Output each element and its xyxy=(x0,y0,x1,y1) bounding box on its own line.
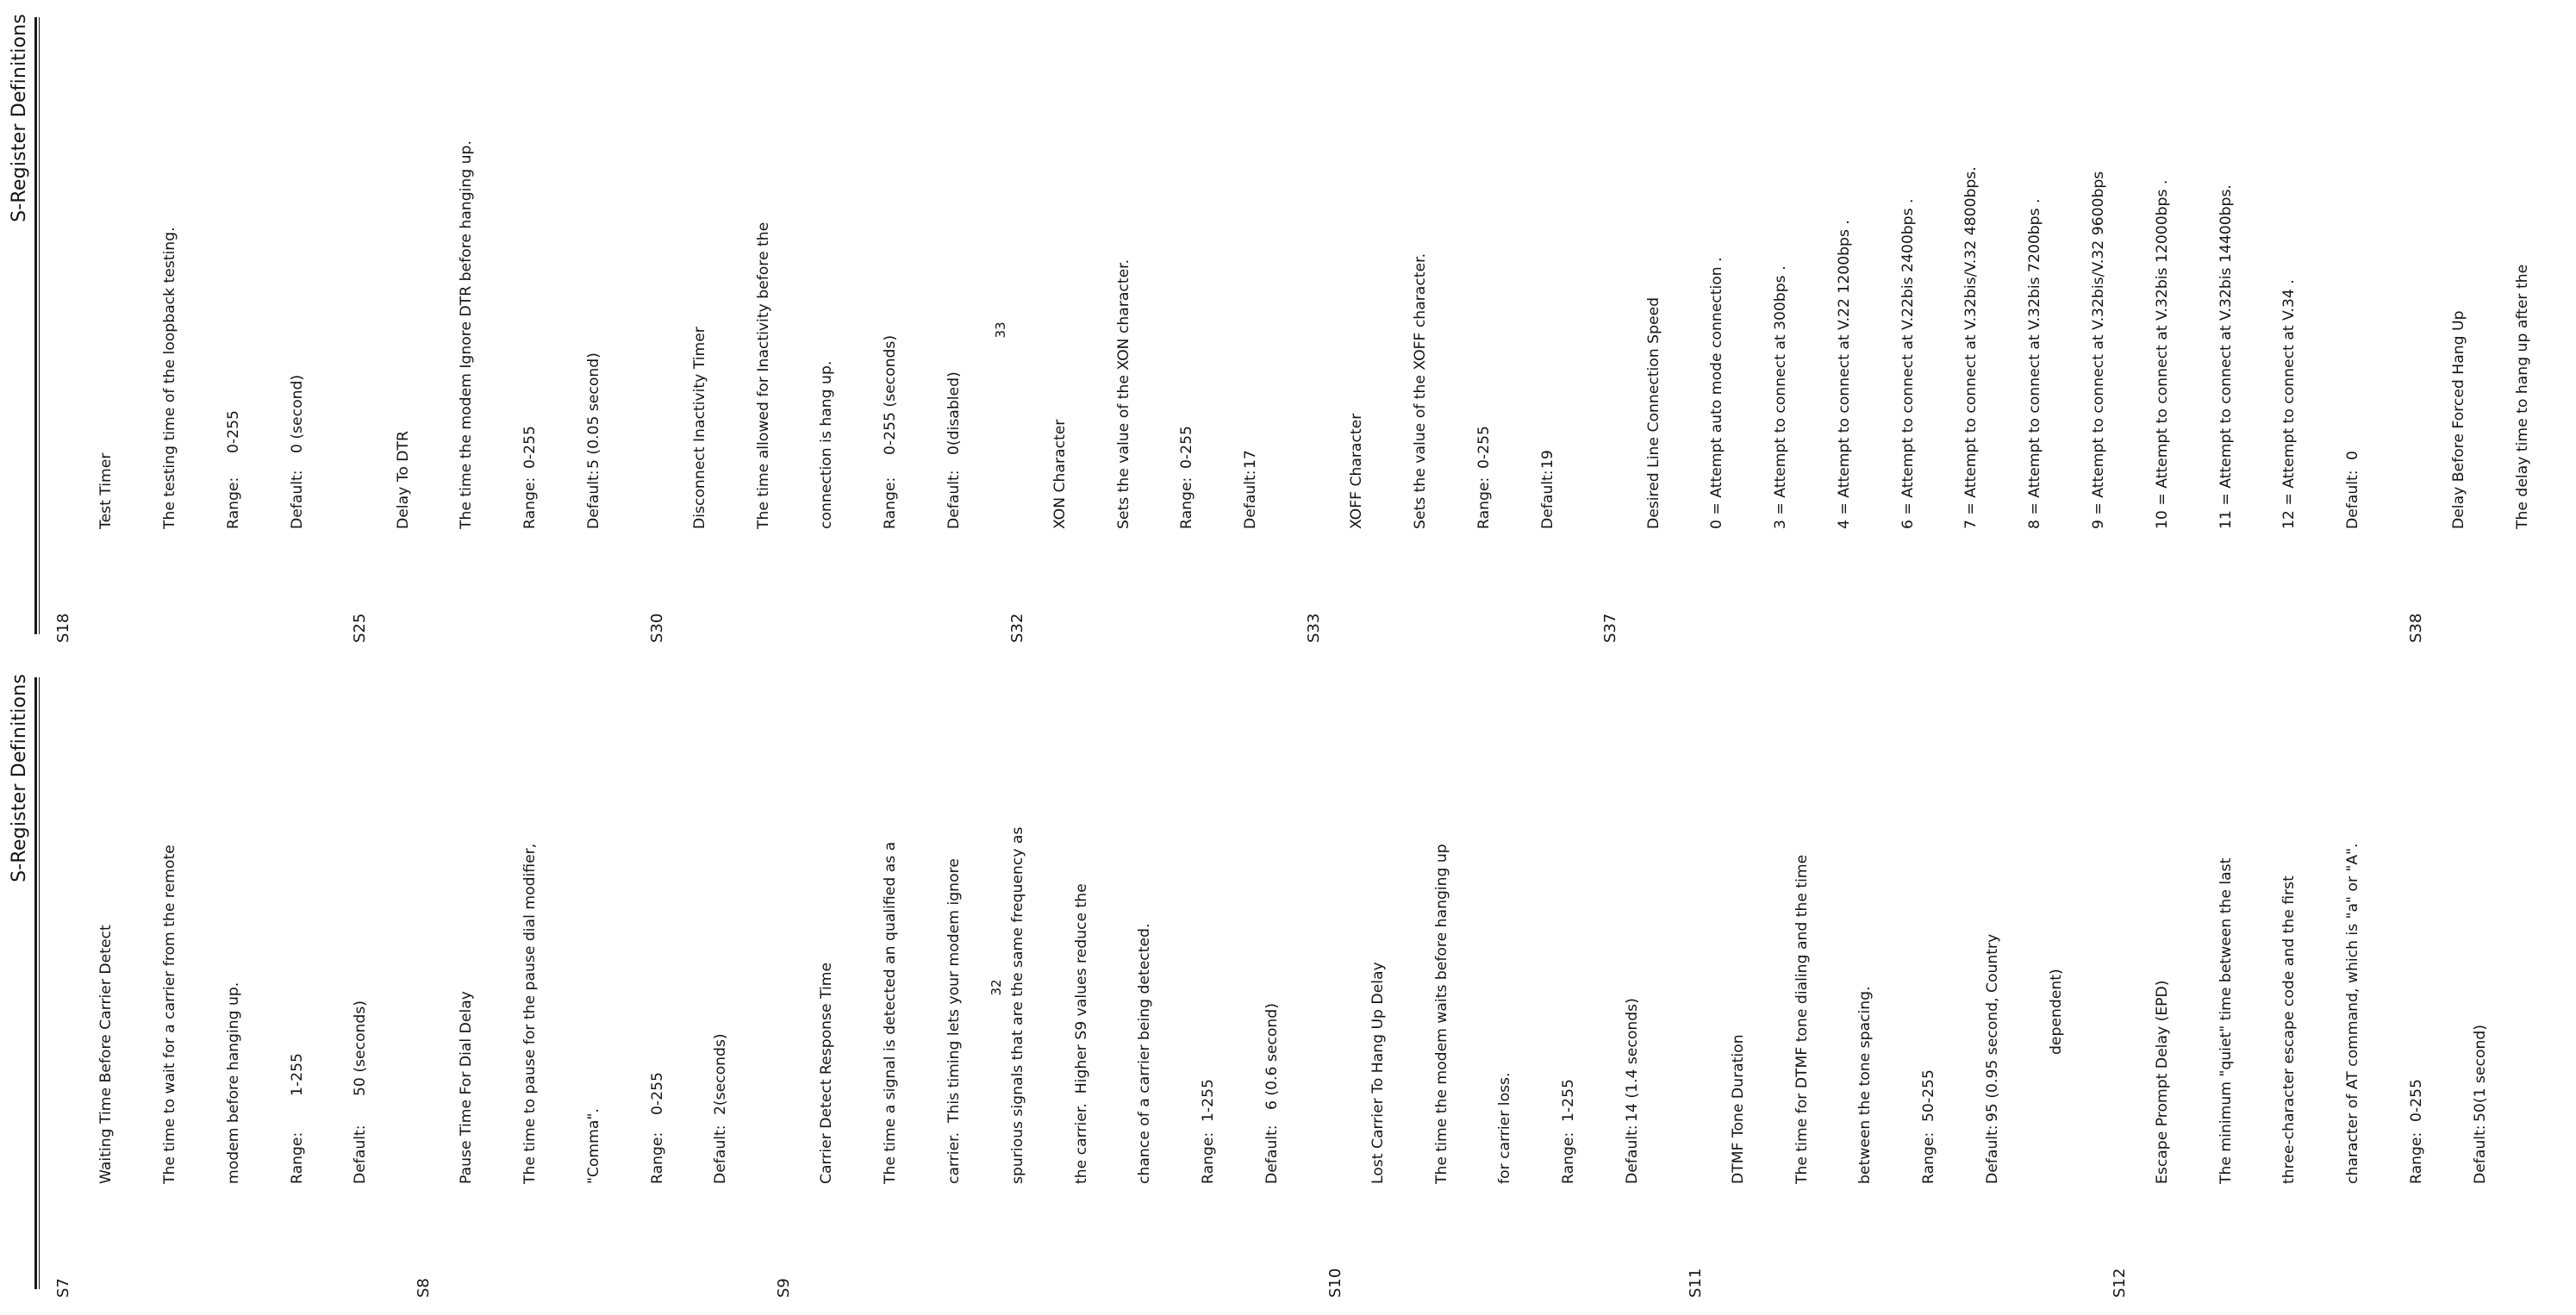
range-row xyxy=(223,9,245,529)
left-page xyxy=(0,660,2489,1315)
default-value: 0 (second) xyxy=(288,374,306,453)
default-value: 6 (0.6 second) xyxy=(1263,1003,1281,1110)
register-title: Test Timer xyxy=(97,452,115,529)
register-entry-s25 xyxy=(350,9,646,643)
speed-option: 11 = Attempt to connect at V.32bis 14400bps. xyxy=(2217,184,2235,529)
default-label: Default: xyxy=(712,1125,730,1184)
register-desc-line: The time the modem waits before hanging up xyxy=(1432,844,1450,1184)
register-list xyxy=(53,669,2533,1298)
default-label: Default: xyxy=(2471,1125,2489,1184)
range-value: 0-255 xyxy=(1178,426,1196,469)
default-label: Default: xyxy=(1538,470,1556,529)
range-value: 1-255 xyxy=(1200,1079,1218,1122)
range-row xyxy=(1558,669,1580,1184)
register-entry-s11 xyxy=(1686,669,2110,1298)
range-row xyxy=(1918,669,1940,1184)
register-list xyxy=(53,9,2576,643)
default-row xyxy=(583,9,605,529)
register-entry-s10 xyxy=(1325,669,1686,1298)
default-label: Default: xyxy=(1242,470,1260,529)
range-value: 0-255 xyxy=(224,410,242,453)
range-label: Range: xyxy=(224,477,242,529)
header-rule xyxy=(34,17,37,634)
default-row xyxy=(944,9,965,529)
register-title: XOFF Character xyxy=(1348,413,1366,529)
register-desc-line: The testing time of the loopback testing. xyxy=(160,227,178,529)
default-label: Default: xyxy=(1984,1125,2002,1184)
register-code: S25 xyxy=(351,613,370,643)
register-desc-line: chance of a carrier being detected. xyxy=(1136,923,1154,1184)
register-desc-line: The time to pause for the pause dial modifier, xyxy=(521,843,540,1184)
register-desc-line: The time the modem Ignore DTR before hanging up. xyxy=(458,140,476,529)
default-row xyxy=(1622,669,1644,1184)
register-title: XON Character xyxy=(1051,419,1069,529)
register-title: Lost Carrier To Hang Up Delay xyxy=(1369,962,1387,1184)
register-code: S30 xyxy=(647,613,666,643)
default-label: Default: xyxy=(945,470,963,529)
right-page xyxy=(0,0,2531,660)
register-title: Delay To DTR xyxy=(394,431,412,529)
range-value: 1-255 xyxy=(1560,1079,1578,1122)
register-title: Pause Time For Dial Delay xyxy=(458,991,476,1184)
range-label: Range: xyxy=(1200,1131,1218,1184)
register-title: Disconnect Inactivity Timer xyxy=(690,327,708,529)
default-label: Default: xyxy=(288,470,306,529)
default-row xyxy=(1262,669,1283,1184)
speed-option: 6 = Attempt to connect at V.22bis 2400bps . xyxy=(1899,198,1917,529)
register-desc-line: spurious signals that are the same frequency as xyxy=(1008,826,1026,1184)
register-title: Delay Before Forced Hang Up xyxy=(2450,310,2468,529)
range-row xyxy=(647,669,669,1184)
speed-option: 4 = Attempt to connect at V.22 1200bps . xyxy=(1835,220,1853,529)
range-row xyxy=(880,9,901,529)
default-value: 14 (1.4 seconds) xyxy=(1623,998,1641,1122)
register-desc-line: The minimum "quiet" time between the last xyxy=(2217,857,2235,1184)
register-code: S9 xyxy=(775,1278,794,1298)
register-entry-s8 xyxy=(414,669,774,1298)
speed-option: 12 = Attempt to connect at V.34 . xyxy=(2280,279,2298,529)
register-desc-line: The time a signal is detected an qualified as a xyxy=(882,841,900,1184)
default-value: 95 (0.95 second, Country xyxy=(1984,933,2002,1122)
speed-option: 9 = Attempt to connect at V.32bis/V.32 9600bps xyxy=(2090,171,2107,529)
register-entry-s12 xyxy=(2110,669,2534,1298)
register-code: S37 xyxy=(1601,613,1620,643)
default-value-continued: dependent) xyxy=(2047,969,2065,1055)
range-value: 1-255 xyxy=(288,1053,306,1096)
range-row xyxy=(1474,9,1495,529)
speed-option: 0 = Attempt auto mode connection . xyxy=(1708,257,1726,529)
header-rule-thin xyxy=(39,17,40,634)
range-label: Range: xyxy=(1560,1131,1578,1184)
register-entry-s18 xyxy=(53,9,350,643)
page-number: 33 xyxy=(993,321,1008,339)
default-row xyxy=(2470,669,2492,1184)
register-code: S10 xyxy=(1325,1268,1344,1298)
register-desc-line: three-character escape code and the first xyxy=(2280,876,2298,1184)
speed-option: 10 = Attempt to connect at V.32bis 12000bps . xyxy=(2153,179,2171,529)
register-desc-line: Sets the value of the XON character. xyxy=(1114,259,1132,529)
register-desc-line: between the tone spacing. xyxy=(1856,986,1874,1184)
page-header: S-Register Definitions xyxy=(9,674,30,882)
register-desc-line: carrier. This timing lets your modem ignore xyxy=(945,858,963,1184)
register-desc-line: Sets the value of the XOFF character. xyxy=(1412,252,1429,529)
default-value: 17 xyxy=(1242,450,1260,469)
register-desc-line: character of AT command, which is "a" or "A". xyxy=(2344,843,2362,1184)
register-entry-s33 xyxy=(1304,9,1600,643)
register-entry-s9 xyxy=(774,669,1325,1298)
register-desc-line: The time allowed for Inactivity before the xyxy=(754,221,772,529)
register-entry-s37 xyxy=(1600,9,2406,643)
range-label: Range: xyxy=(521,477,540,529)
range-label: Range: xyxy=(648,1131,666,1184)
register-code: S8 xyxy=(415,1278,433,1298)
range-value: 50-255 xyxy=(1920,1069,1938,1122)
register-code: S7 xyxy=(54,1278,72,1298)
default-row xyxy=(710,669,732,1184)
header-rule xyxy=(34,677,37,1289)
register-desc-line: connection is hang up. xyxy=(818,360,836,529)
range-label: Range: xyxy=(1178,477,1196,529)
default-value: 2(seconds) xyxy=(712,1033,730,1115)
default-row xyxy=(2342,9,2364,529)
default-value: 50(1 second) xyxy=(2471,1025,2489,1122)
register-title: Desired Line Connection Speed xyxy=(1644,296,1662,529)
default-row xyxy=(1982,669,2004,1184)
range-label: Range: xyxy=(288,1131,306,1184)
register-code: S33 xyxy=(1305,613,1324,643)
range-row xyxy=(1198,669,1219,1184)
range-label: Range: xyxy=(1475,477,1493,529)
default-row xyxy=(1240,9,1262,529)
register-code: S38 xyxy=(2406,613,2425,643)
range-row xyxy=(1176,9,1198,529)
register-desc-line: modem before hanging up. xyxy=(224,982,242,1184)
register-desc-line: "Comma". xyxy=(584,1108,602,1184)
default-value: 5 (0.05 second) xyxy=(584,352,602,469)
range-row xyxy=(287,669,309,1184)
default-row xyxy=(287,9,309,529)
range-row xyxy=(520,9,541,529)
range-label: Range: xyxy=(2407,1131,2425,1184)
default-value: 19 xyxy=(1538,450,1556,469)
speed-option: 3 = Attempt to connect at 300bps . xyxy=(1772,265,1790,529)
range-value: 0-255 xyxy=(1475,426,1493,469)
register-entry-s30 xyxy=(647,9,1007,643)
register-code: S11 xyxy=(1686,1268,1705,1298)
default-label: Default: xyxy=(2344,470,2362,529)
register-title: DTMF Tone Duration xyxy=(1729,1034,1747,1184)
default-label: Default: xyxy=(1623,1125,1641,1184)
range-value: 0-255 (seconds) xyxy=(882,334,900,455)
default-row xyxy=(1537,9,1559,529)
register-title: Carrier Detect Response Time xyxy=(818,962,836,1184)
range-value: 0-255 xyxy=(2407,1079,2425,1122)
default-value: 0 xyxy=(2344,451,2362,460)
range-row xyxy=(2406,669,2428,1184)
register-code: S12 xyxy=(2110,1268,2129,1298)
register-desc-line: The delay time to hang up after the xyxy=(2513,264,2531,529)
register-code: S18 xyxy=(54,613,72,643)
speed-option: 7 = Attempt to connect at V.32bis/V.32 4800bps. xyxy=(1962,166,1980,529)
default-value: 50 (seconds) xyxy=(352,1000,370,1096)
page-header: S-Register Definitions xyxy=(9,14,30,222)
range-label: Range: xyxy=(882,477,900,529)
register-desc-line: the carrier. Higher S9 values reduce the xyxy=(1072,883,1090,1184)
default-label: Default: xyxy=(584,470,602,529)
range-value: 0-255 xyxy=(521,426,540,469)
range-label: Range: xyxy=(1920,1131,1938,1184)
range-value: 0-255 xyxy=(648,1072,666,1115)
page-number: 32 xyxy=(989,979,1004,996)
speed-option: 8 = Attempt to connect at V.32bis 7200bps . xyxy=(2026,198,2044,529)
register-desc-line: The time to wait for a carrier from the remote xyxy=(160,844,178,1184)
register-desc-line: The time for DTMF tone dialing and the time xyxy=(1793,854,1811,1184)
register-title: Waiting Time Before Carrier Detect xyxy=(97,925,115,1184)
register-entry-s7 xyxy=(53,669,414,1298)
default-row xyxy=(350,669,371,1184)
register-desc-line: for carrier loss. xyxy=(1496,1072,1514,1184)
header-rule-thin xyxy=(39,677,40,1289)
register-code: S32 xyxy=(1007,613,1026,643)
register-title: Escape Prompt Delay (EPD) xyxy=(2153,980,2171,1184)
default-value: 0(disabled) xyxy=(945,371,963,455)
register-entry-s38 xyxy=(2406,9,2576,643)
register-entry-s32 xyxy=(1007,9,1304,643)
default-label: Default: xyxy=(352,1125,370,1184)
default-label: Default: xyxy=(1263,1125,1281,1184)
